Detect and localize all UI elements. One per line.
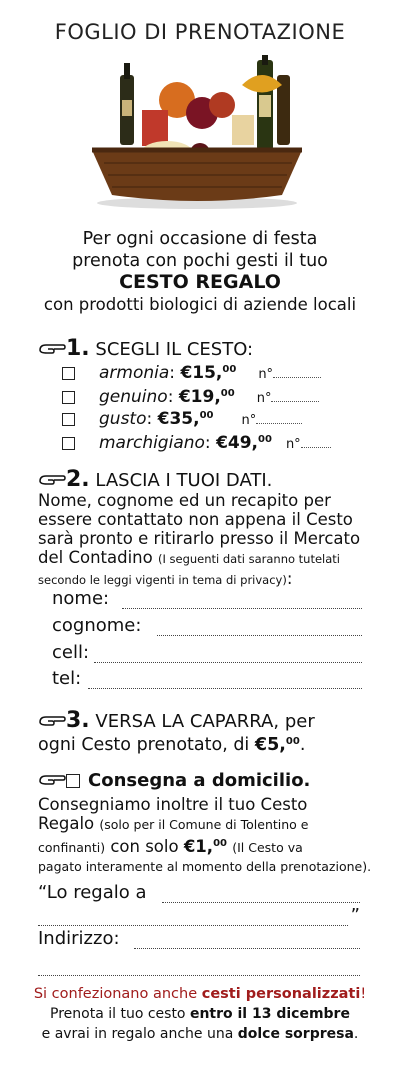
quantity-dots[interactable]: [271, 389, 319, 402]
gift-recipient-line-2[interactable]: [38, 925, 348, 926]
page-title: FOGLIO DI PRENOTAZIONE: [54, 20, 346, 44]
field-cognome[interactable]: cognome:: [52, 615, 362, 639]
pointing-hand-icon: [38, 473, 66, 489]
address-line-2[interactable]: [38, 975, 360, 976]
quantity-dots[interactable]: [301, 435, 331, 448]
gift-recipient-line[interactable]: [162, 902, 360, 903]
footer-deadline: Prenota il tuo cesto entro il 13 dicembre: [50, 1006, 350, 1022]
section-3-heading: 3. VERSA LA CAPARRA, per: [38, 708, 315, 733]
pointing-hand-icon: [38, 773, 66, 789]
intro-line-2: prenota con pochi gesti il tuo: [72, 251, 328, 271]
field-nome[interactable]: nome:: [52, 588, 362, 612]
section-4-heading[interactable]: [38, 770, 310, 791]
cognome-input-line[interactable]: [157, 635, 362, 636]
field-cell[interactable]: cell:: [52, 642, 362, 666]
quantity-dots[interactable]: [273, 365, 321, 378]
privacy-note: (I seguenti dati saranno tutelati secondo le leggi vigenti in tema di privacy): [38, 552, 340, 587]
home-delivery-checkbox[interactable]: [66, 774, 80, 788]
field-gift-continued[interactable]: ”: [38, 905, 360, 929]
field-tel[interactable]: tel:: [52, 668, 362, 692]
section-2-title: LASCIA I TUOI DATI.: [95, 470, 273, 491]
section-1-number: 1.: [66, 336, 90, 361]
quantity-dots[interactable]: [256, 411, 302, 424]
checkbox[interactable]: [62, 391, 75, 404]
footer-surprise: e avrai in regalo anche una dolce sorpresa.: [41, 1026, 359, 1042]
section-2-text: Nome, cognome ed un recapito per essere contattato non appena il Cesto sarà pronto e ritirarlo presso il Mercato del Contadino (I seguenti dati saranno tutelati secondo le leggi vigenti in tema di privacy):: [38, 491, 361, 588]
section-2-heading: [38, 467, 272, 492]
pointing-hand-icon: [38, 342, 66, 358]
gift-basket-image: [82, 55, 312, 210]
intro-cesto-regalo: CESTO REGALO: [119, 271, 281, 293]
option-marchigiano[interactable]: marchigiano: €49,00 n°: [62, 430, 331, 450]
section-3-title: VERSA LA CAPARRA: [95, 711, 274, 732]
section-1-heading: [38, 336, 253, 361]
intro-line-1: Per ogni occasione di festa: [82, 229, 318, 249]
cell-input-line[interactable]: [94, 662, 362, 663]
option-genuino[interactable]: genuino: €19,00 n°: [62, 384, 319, 404]
option-gusto[interactable]: gusto: €35,00 n°: [62, 406, 302, 426]
field-lo-regalo-a[interactable]: “Lo regalo a: [38, 882, 360, 906]
footer-custom-baskets: Si confezionano anche cesti personalizzati!: [33, 986, 367, 1002]
delivery-amount: €1,: [183, 837, 214, 856]
tel-input-line[interactable]: [88, 688, 362, 689]
section-3-text: ogni Cesto prenotato, di €5,00.: [38, 735, 306, 755]
pointing-hand-icon: [38, 714, 66, 730]
address-line[interactable]: [134, 948, 360, 949]
section-3-number: 3.: [66, 708, 90, 733]
checkbox[interactable]: [62, 413, 75, 426]
field-address-continued[interactable]: [38, 955, 360, 979]
section-4-title: Consegna a domicilio.: [88, 770, 311, 791]
field-indirizzo[interactable]: Indirizzo:: [38, 928, 360, 952]
section-1-title: SCEGLI IL CESTO:: [95, 339, 254, 360]
section-2-number: 2.: [66, 467, 90, 492]
nome-input-line[interactable]: [122, 608, 362, 609]
section-4-text: Consegniamo inoltre il tuo Cesto Regalo (solo per il Comune di Tolentino e confinanti) con solo €1,00 (Il Cesto va pagato interamente al momento della prenotazione).: [38, 795, 372, 874]
checkbox[interactable]: [62, 367, 75, 380]
intro-line-4: con prodotti biologici di aziende locali: [43, 295, 357, 314]
checkbox[interactable]: [62, 437, 75, 450]
option-armonia[interactable]: armonia: €15,00 n°: [62, 360, 321, 380]
caparra-amount: €5,: [254, 735, 286, 755]
